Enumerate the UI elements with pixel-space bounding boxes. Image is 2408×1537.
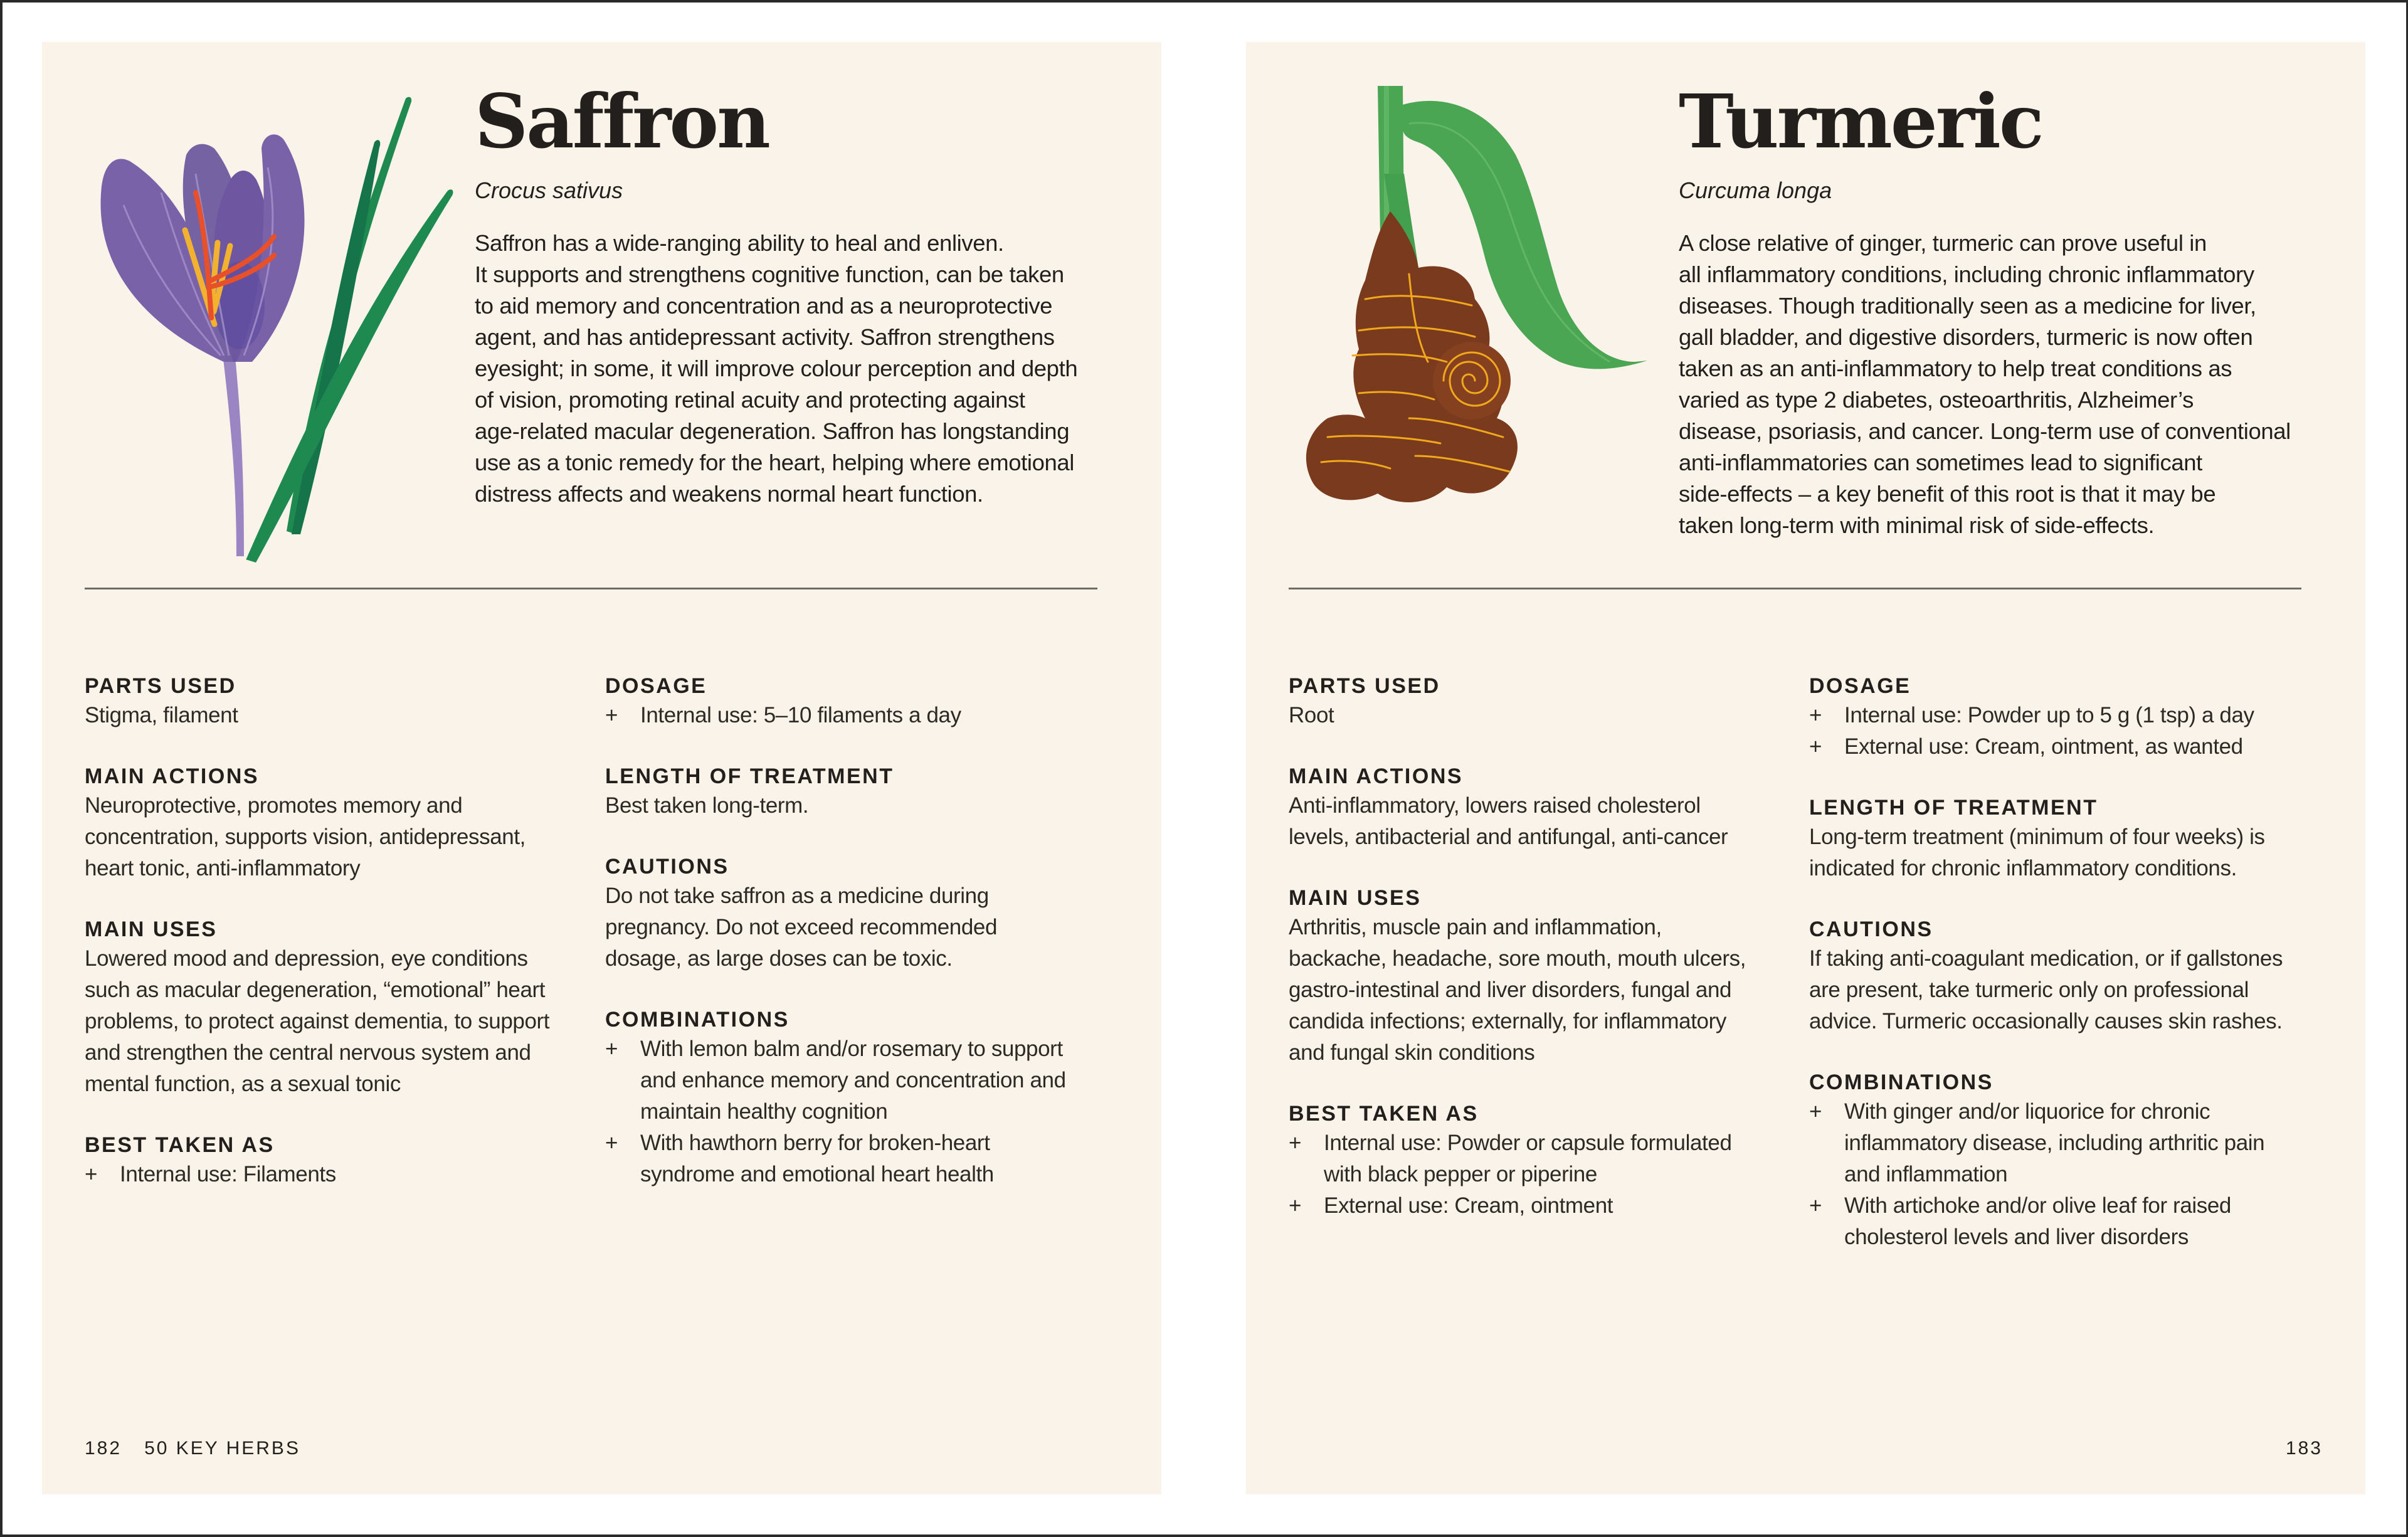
bullet-line: Internal use: 5–10 filaments a day xyxy=(640,703,961,727)
saffron-crocus-illustration-icon xyxy=(80,67,468,563)
bullet-list xyxy=(85,1159,580,1190)
section-heading: MAIN ACTIONS xyxy=(85,764,260,788)
section-heading: BEST TAKEN AS xyxy=(1289,1102,1479,1126)
section-heading: DOSAGE xyxy=(1809,674,1911,698)
body-line: and fungal skin conditions xyxy=(1289,1040,1535,1065)
page-turmeric xyxy=(1246,42,2365,1494)
section-best-taken-as xyxy=(1289,1100,1784,1222)
bullet-item xyxy=(1289,1190,1784,1222)
section-length-of-treatment xyxy=(605,763,1101,821)
section-cautions xyxy=(1809,916,2305,1037)
body-line: levels, antibacterial and antifungal, anti-cancer xyxy=(1289,825,1728,849)
bullet-item xyxy=(605,700,1101,731)
info-column-right xyxy=(605,672,1101,1222)
bullet-line: syndrome and emotional heart health xyxy=(640,1162,994,1186)
plus-bullet-icon: + xyxy=(605,1131,618,1155)
bullet-line: inflammatory disease, including arthritic pain xyxy=(1844,1131,2265,1155)
intro-line: agent, and has antidepressant activity. Saffron strengthens xyxy=(475,324,1055,350)
turmeric-root-illustration-icon xyxy=(1284,67,1672,581)
body-line: pregnancy. Do not exceed recommended xyxy=(605,915,998,939)
plus-bullet-icon: + xyxy=(1809,703,1822,727)
section-main-actions xyxy=(1289,763,1784,853)
bullet-item xyxy=(85,1159,580,1190)
latin-name: Curcuma longa xyxy=(1679,177,1832,203)
section-heading: CAUTIONS xyxy=(1809,917,1933,941)
section-parts-used xyxy=(85,672,580,731)
section-heading: PARTS USED xyxy=(1289,674,1440,698)
intro-line: taken long-term with minimal risk of side-effects. xyxy=(1679,512,2155,538)
bullet-line: Internal use: Filaments xyxy=(120,1162,336,1186)
body-line: problems, to protect against dementia, to support xyxy=(85,1009,550,1033)
section-body xyxy=(85,700,580,731)
page-saffron xyxy=(42,42,1161,1494)
section-heading: DOSAGE xyxy=(605,674,707,698)
section-main-uses xyxy=(85,916,580,1100)
intro-line: disease, psoriasis, and cancer. Long-term use of conventional xyxy=(1679,418,2291,444)
bullet-item xyxy=(605,1033,1101,1128)
bullet-item xyxy=(605,1128,1101,1190)
section-body xyxy=(605,880,1101,974)
intro-line: side-effects – a key benefit of this root is that it may be xyxy=(1679,481,2216,507)
intro-line: all inflammatory conditions, including chronic inflammatory xyxy=(1679,261,2254,287)
section-length-of-treatment xyxy=(1809,794,2305,884)
plus-bullet-icon: + xyxy=(1809,1193,1822,1218)
intro-line: A close relative of ginger, turmeric can prove useful in xyxy=(1679,230,2207,256)
bullet-item xyxy=(1809,1190,2305,1253)
section-dosage xyxy=(1809,672,2305,763)
body-line: Long-term treatment (minimum of four weeks) is xyxy=(1809,825,2265,849)
intro-paragraph xyxy=(475,228,1102,510)
bullet-line: External use: Cream, ointment, as wanted xyxy=(1844,734,2243,759)
bullet-line: maintain healthy cognition xyxy=(640,1099,888,1124)
page-footer xyxy=(85,1438,300,1459)
bullet-line: and enhance memory and concentration and xyxy=(640,1068,1066,1092)
herb-header xyxy=(1679,80,2306,541)
body-line: such as macular degeneration, “emotional” heart xyxy=(85,978,546,1002)
body-line: concentration, supports vision, antidepressant, xyxy=(85,825,526,849)
section-name: 50 KEY HERBS xyxy=(144,1438,300,1459)
section-cautions xyxy=(605,853,1101,974)
section-body xyxy=(1289,912,1784,1069)
info-column-right xyxy=(1809,672,2305,1284)
herb-title: Saffron xyxy=(475,78,769,165)
bullet-item xyxy=(1809,700,2305,731)
body-line: backache, headache, sore mouth, mouth ulcers, xyxy=(1289,946,1746,971)
section-divider xyxy=(1289,588,2301,589)
section-heading: LENGTH OF TREATMENT xyxy=(605,764,894,788)
section-heading: LENGTH OF TREATMENT xyxy=(1809,796,2098,820)
intro-line: age-related macular degeneration. Saffron has longstanding xyxy=(475,418,1070,444)
bullet-line: with black pepper or piperine xyxy=(1324,1162,1597,1186)
bullet-list xyxy=(605,700,1101,731)
body-line: gastro-intestinal and liver disorders, fungal and xyxy=(1289,978,1732,1002)
herb-header xyxy=(475,80,1102,510)
section-body xyxy=(1289,790,1784,853)
intro-paragraph xyxy=(1679,228,2306,541)
section-body xyxy=(1809,943,2305,1037)
body-line: advice. Turmeric occasionally causes skin rashes. xyxy=(1809,1009,2283,1033)
bullet-line: With hawthorn berry for broken-heart xyxy=(640,1131,990,1155)
section-heading: BEST TAKEN AS xyxy=(85,1133,275,1157)
section-heading: MAIN USES xyxy=(1289,886,1422,910)
info-column-left xyxy=(1289,672,1784,1253)
intro-line: gall bladder, and digestive disorders, turmeric is now often xyxy=(1679,324,2253,350)
intro-line: varied as type 2 diabetes, osteoarthritis, Alzheimer’s xyxy=(1679,387,2194,413)
section-main-actions xyxy=(85,763,580,884)
bullet-line: cholesterol levels and liver disorders xyxy=(1844,1225,2189,1249)
body-line: Stigma, filament xyxy=(85,703,238,727)
bullet-line: With artichoke and/or olive leaf for raised xyxy=(1844,1193,2231,1218)
intro-line: eyesight; in some, it will improve colour perception and depth xyxy=(475,356,1078,381)
body-line: heart tonic, anti-inflammatory xyxy=(85,856,361,880)
bullet-list xyxy=(605,1033,1101,1190)
intro-line: to aid memory and concentration and as a neuroprotective xyxy=(475,293,1053,319)
plus-bullet-icon: + xyxy=(1809,734,1822,759)
body-line: mental function, as a sexual tonic xyxy=(85,1072,401,1096)
body-line: dosage, as large doses can be toxic. xyxy=(605,946,953,971)
plus-bullet-icon: + xyxy=(1289,1193,1302,1218)
info-column-left xyxy=(85,672,580,1222)
intro-line: of vision, promoting retinal acuity and protecting against xyxy=(475,387,1025,413)
bullet-line: With lemon balm and/or rosemary to support xyxy=(640,1037,1063,1061)
plus-bullet-icon: + xyxy=(605,1037,618,1061)
bullet-item xyxy=(1289,1128,1784,1190)
section-main-uses xyxy=(1289,884,1784,1069)
section-heading: CAUTIONS xyxy=(605,855,729,879)
body-line: and strengthen the central nervous system and xyxy=(85,1040,531,1065)
intro-line: distress affects and weakens normal heart function. xyxy=(475,481,983,507)
section-combinations xyxy=(605,1006,1101,1190)
intro-line: anti-inflammatories can sometimes lead to significant xyxy=(1679,450,2202,475)
page-number: 182 xyxy=(85,1438,122,1459)
plus-bullet-icon: + xyxy=(85,1162,98,1186)
section-body xyxy=(1289,700,1784,731)
body-line: Arthritis, muscle pain and inflammation, xyxy=(1289,915,1662,939)
plus-bullet-icon: + xyxy=(1809,1099,1822,1124)
intro-line: diseases. Though traditionally seen as a medicine for liver, xyxy=(1679,293,2256,319)
intro-line: taken as an anti-inflammatory to help treat conditions as xyxy=(1679,356,2232,381)
section-heading: MAIN ACTIONS xyxy=(1289,764,1464,788)
page-number: 183 xyxy=(2285,1438,2323,1459)
bullet-item xyxy=(1809,731,2305,763)
plus-bullet-icon: + xyxy=(1289,1131,1302,1155)
intro-line: use as a tonic remedy for the heart, helping where emotional xyxy=(475,450,1074,475)
body-line: are present, take turmeric only on professional xyxy=(1809,978,2249,1002)
body-line: indicated for chronic inflammatory conditions. xyxy=(1809,856,2237,880)
section-combinations xyxy=(1809,1069,2305,1253)
plus-bullet-icon: + xyxy=(605,703,618,727)
section-body xyxy=(605,790,1101,821)
section-parts-used xyxy=(1289,672,1784,731)
page-footer xyxy=(2286,1438,2323,1459)
section-heading: COMBINATIONS xyxy=(1809,1070,1993,1094)
intro-line: It supports and strengthens cognitive function, can be taken xyxy=(475,261,1064,287)
body-line: Anti-inflammatory, lowers raised cholesterol xyxy=(1289,793,1701,818)
intro-line: Saffron has a wide-ranging ability to heal and enliven. xyxy=(475,230,1004,256)
body-line: Neuroprotective, promotes memory and xyxy=(85,793,463,818)
bullet-list xyxy=(1289,1128,1784,1222)
bullet-item xyxy=(1809,1096,2305,1190)
body-line: If taking anti-coagulant medication, or if gallstones xyxy=(1809,946,2283,971)
herb-title: Turmeric xyxy=(1679,78,2042,165)
section-dosage xyxy=(605,672,1101,731)
body-line: Lowered mood and depression, eye conditions xyxy=(85,946,528,971)
section-heading: COMBINATIONS xyxy=(605,1008,789,1032)
section-divider xyxy=(85,588,1097,589)
bullet-line: Internal use: Powder up to 5 g (1 tsp) a day xyxy=(1844,703,2254,727)
section-heading: MAIN USES xyxy=(85,917,218,941)
bullet-line: External use: Cream, ointment xyxy=(1324,1193,1613,1218)
bullet-line: and inflammation xyxy=(1844,1162,2008,1186)
latin-name: Crocus sativus xyxy=(475,177,623,203)
section-body xyxy=(85,943,580,1100)
bullet-line: Internal use: Powder or capsule formulated xyxy=(1324,1131,1732,1155)
body-line: candida infections; externally, for inflammatory xyxy=(1289,1009,1726,1033)
body-line: Root xyxy=(1289,703,1334,727)
section-body xyxy=(1809,821,2305,884)
bullet-line: With ginger and/or liquorice for chronic xyxy=(1844,1099,2210,1124)
body-line: Best taken long-term. xyxy=(605,793,809,818)
section-best-taken-as xyxy=(85,1131,580,1190)
bullet-list xyxy=(1809,700,2305,763)
section-heading: PARTS USED xyxy=(85,674,236,698)
section-body xyxy=(85,790,580,884)
bullet-list xyxy=(1809,1096,2305,1253)
body-line: Do not take saffron as a medicine during xyxy=(605,884,989,908)
